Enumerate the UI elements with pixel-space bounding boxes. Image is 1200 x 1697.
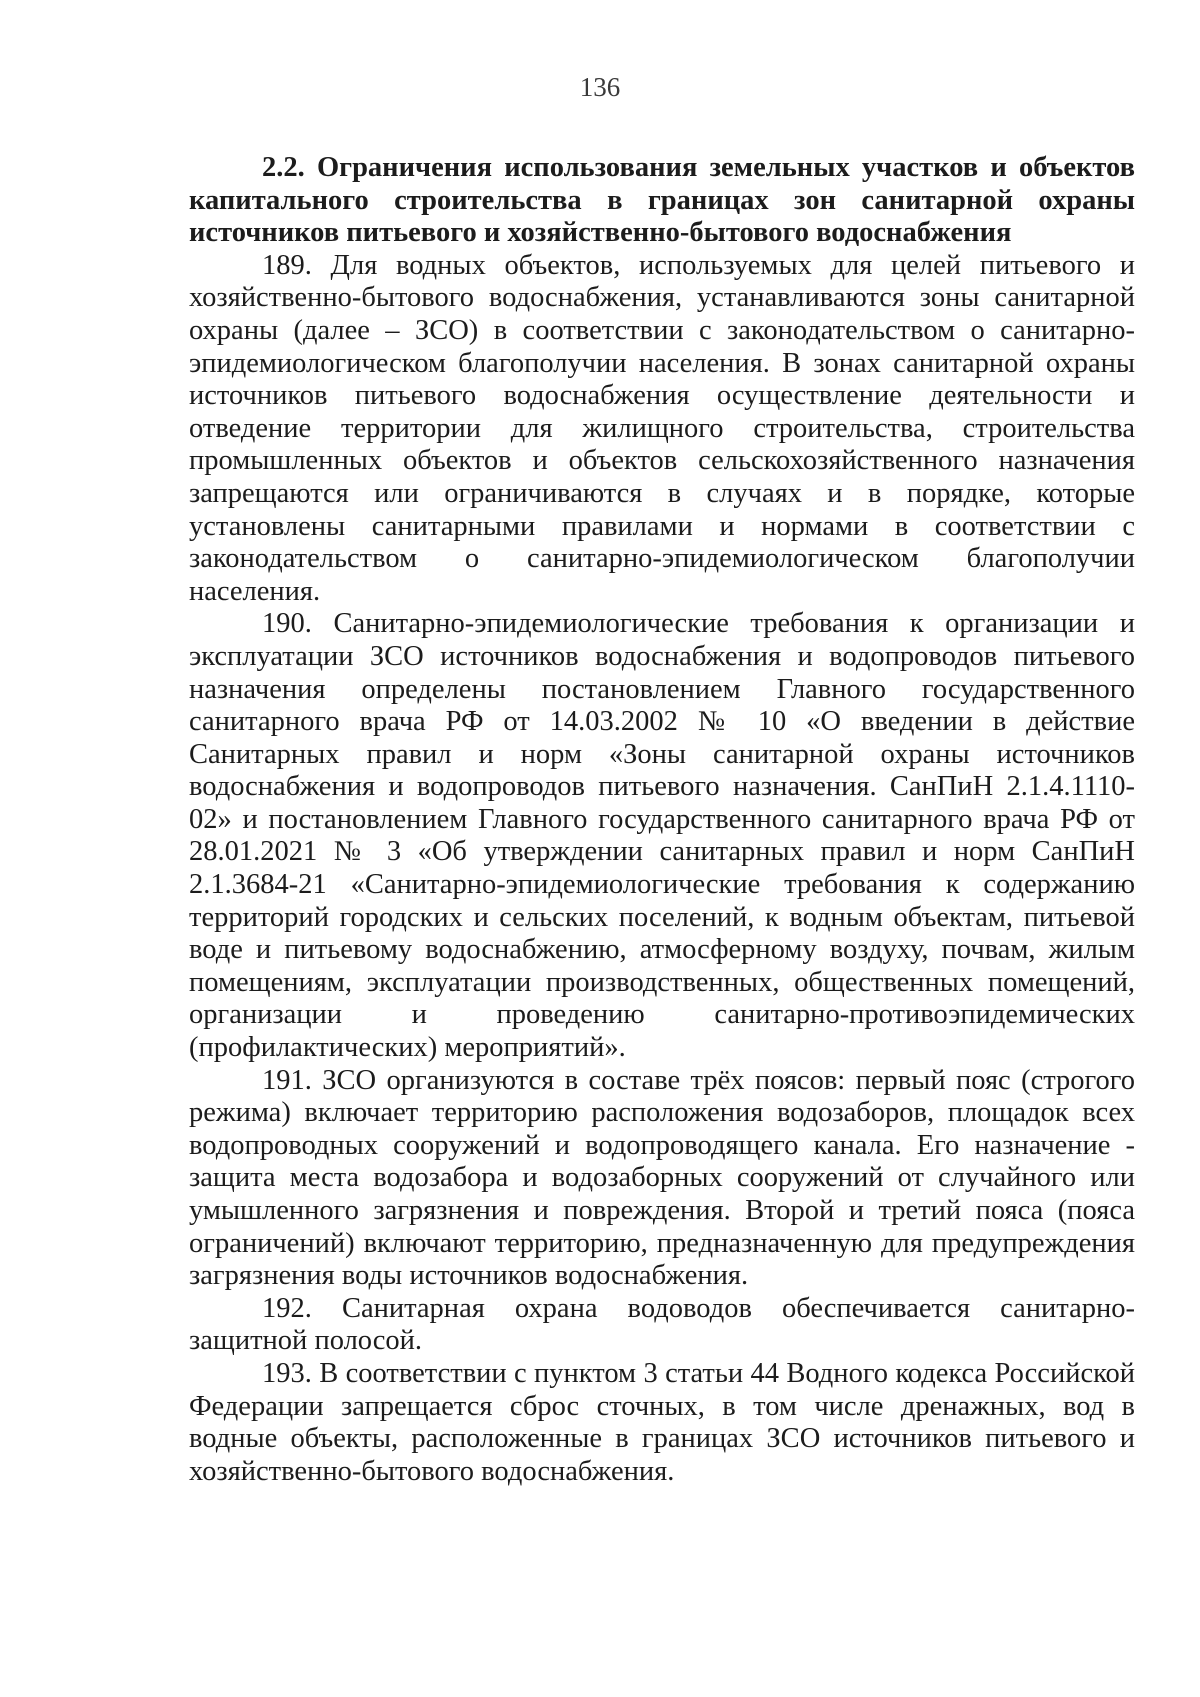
page-number: 136	[579, 72, 621, 102]
paragraph-189: 189. Для водных объектов, используемых для целей питьевого и хозяйственно-бытового водоснабжения, устанавливаются зоны санитарной охраны (далее – ЗСО) в соответствии с законодательством о санитарно-эпидемиологическом благополучии населения. В зонах санитарной охраны источников питьевого водоснабжения осуществление деятельности и отведение территории для жилищного строительства, строительства промышленных объектов и объектов сельскохозяйственного назначения запрещаются или ограничиваются в случаях и в порядке, которые установлены санитарными правилами и нормами в соответствии с законодательством о санитарно-эпидемиологическом благополучии населения.	[189, 249, 1135, 607]
paragraph-191: 191. ЗСО организуются в составе трёх поясов: первый пояс (строгого режима) включает территорию расположения водозаборов, площадок всех водопроводных сооружений и водопроводящего канала. Его назначение - защита места водозабора и водозаборных сооружений от случайного или умышленного загрязнения и повреждения. Второй и третий пояса (пояса ограничений) включают территорию, предназначенную для предупреждения загрязнения воды источников водоснабжения.	[189, 1064, 1135, 1292]
page-body	[189, 152, 1135, 1488]
paragraph-190: 190. Санитарно-эпидемиологические требования к организации и эксплуатации ЗСО источников водоснабжения и водопроводов питьевого назначения определены постановлением Главного государственного санитарного врача РФ от 14.03.2002 № 10 «О введении в действие Санитарных правил и норм «Зоны санитарной охраны источников водоснабжения и водопроводов питьевого назначения. СанПиН 2.1.4.1110-02» и постановлением Главного государственного санитарного врача РФ от 28.01.2021 № 3 «Об утверждении санитарных правил и норм СанПиН 2.1.3684-21 «Санитарно-эпидемиологические требования к содержанию территорий городских и сельских поселений, к водным объектам, питьевой воде и питьевому водоснабжению, атмосферному воздуху, почвам, жилым помещениям, эксплуатации производственных, общественных помещений, организации и проведению санитарно-противоэпидемических (профилактических) мероприятий».	[189, 608, 1135, 1064]
section-heading: 2.2. Ограничения использования земельных участков и объектов капитального строительства в границах зон санитарной охраны источников питьевого и хозяйственно-бытового водоснабжения	[189, 152, 1135, 249]
paragraph-193: 193. В соответствии с пунктом 3 статьи 44 Водного кодекса Российской Федерации запрещается сброс сточных, в том числе дренажных, вод в водные объекты, расположенные в границах ЗСО источников питьевого и хозяйственно-бытового водоснабжения.	[189, 1357, 1135, 1487]
paragraph-192: 192. Санитарная охрана водоводов обеспечивается санитарно-защитной полосой.	[189, 1292, 1135, 1357]
